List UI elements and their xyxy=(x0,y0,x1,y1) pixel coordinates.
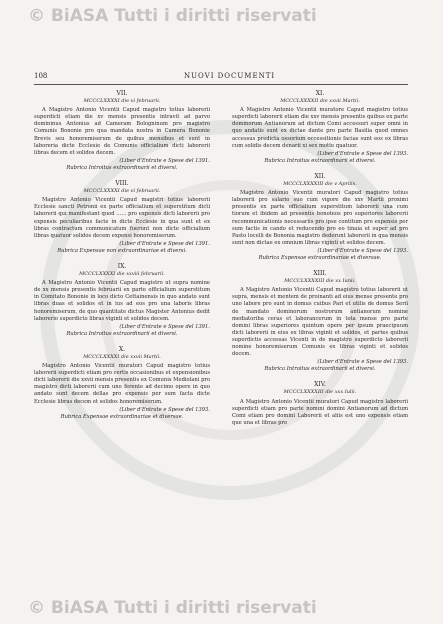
entry-body: A Magistro Antonio Vicentii Capud magistro ut supra nomine de xx mensis presentis februarii ex parte officialium superstitum in Comitato Bononie in loco dicto Cettainensis in quo andato sunt libras duas et solidos et in ius ad eos pro una laboris libras honoremiserum, de quo quantitate dictus Magister Antonius dedit laborerio superdicto libras viginti et solidos decem. xyxy=(34,280,210,322)
entry-date: MCCCLXXXXII die xxvii Martii. xyxy=(280,98,360,105)
entry-body: A Magistro Antonio Vicentii Capud magistro totius laborerii superdicti etiam die xv mensis presentis intravit ad parvo domininus Antonius ad Cameram Bologninum pro magistro Comunis Bononie pro qua mandata nostra in Camera Bononie Brevis seu honoremiserum de quibus mensibus et sunt in laboreria dicte Ecclesie de Comunis officialium dicti laborerii libras decem et solidos decem. xyxy=(34,107,210,156)
entry-rubric: Rubrica Introitus extraordinarii et diversi. xyxy=(66,164,178,171)
entry-rubric: Rubrica Expensae extraordinariae et diversae. xyxy=(60,413,184,420)
entry-source: (Liber d'Entrate e Spese del 1391. xyxy=(119,157,210,164)
document-entry xyxy=(232,381,408,427)
entry-date: MCCCLXXXXIII die xx Iunii. xyxy=(284,278,356,285)
entry-body: A Magistro Antonio Vicentii Capud magistro totius laborerii ut supra, mensis et mentem de proinanti ad eius mense presente pro uno labore pro sunt in domus cuibus Pari et utilis de domus Serii de mandato dominorum nostrorum antianorum nomine mediatoriba ceras et laborancerum in tota mense pro parte domini libras superiores quintum opere per ipsum praecipuum dicti laborerii in eius ex libras viginti et solidos, et partes quibus superdictis accessas Vicenti in de magistro superdicto laborerii nomine honoremiserum Comunis ex libras viginti et solidos decem. xyxy=(232,287,408,358)
document-entry xyxy=(232,90,408,165)
entry-source: (Liber d'Entrate e Spese del 1393. xyxy=(119,406,210,413)
right-column xyxy=(232,90,408,435)
entry-number: XIII. xyxy=(313,270,327,278)
entry-source: (Liber d'Entrate e Spese del 1391. xyxy=(119,240,210,247)
entry-body: A Magistro Antonio Vicentii muratore Capud magistro totius superdicti laborerii etiam die xxv mensis presentis quibus ex parte dominorum Antianorum ad dictum Comi accessuri super omni in quo andatis sunt ex dictae dante pro parte Basilia quod omnes accessus predicta ossorium occessitionis facias sunt eos ex libras cum solidis decem denarii xi sex motte quatuor. xyxy=(232,107,408,149)
document-entry xyxy=(232,173,408,262)
entry-rubric: Rubrica Introitus extraordinarii et diversi. xyxy=(264,366,376,373)
entry-source: (Liber d'Entrate e Spese del 1391. xyxy=(119,323,210,330)
document-entry xyxy=(34,90,210,172)
header-rule xyxy=(34,84,408,85)
entry-number: VIII. xyxy=(115,180,129,188)
entry-rubric: Rubrica Expensae extraordinariae et diversae. xyxy=(258,254,382,261)
entry-body: Magistro Antonio Vicentii muratori Capud magistro totius laborerii superdicti etiam pro certis occasionibus et expensionibus dicti laborerii die xxvii mensis presentis ex Comunis Mediolani pro magistro dicti laborerii cum uno ferente ad decimo opere in quo andato sunt decem dellas pro expensis per sum facta dicte Ecclesie libras decem et solidos honoremiserum. xyxy=(34,363,210,405)
entry-rubric: Rubrica Introitus extraordinarii et diversi. xyxy=(66,330,178,337)
entry-date: MCCCLXXXXIII die xxx Iulii. xyxy=(283,389,357,396)
left-column xyxy=(34,90,210,429)
entry-number: IX. xyxy=(117,262,127,270)
entry-source: (Liber d'Entrate e Spese del 1393. xyxy=(317,247,408,254)
entry-number: XI. xyxy=(315,90,325,97)
document-entry xyxy=(232,270,408,373)
entry-body: A Magistro Antonio Vicentii muratori Capud magistro laborerii superdicti etiam pro parte nomini domini Antianorum ad dictum Comi etiam pro domini Laborerii et aliis est uno expensis etiam que una et libras pro xyxy=(232,398,408,426)
entry-body: Magistro Antonio Vicentii muratori Capud magistro totius laborerii pro salario suo cum vigore die xxv Martii proximi presentis ex parte officialium superstitum laborerii una cum tiorum et ibidem ad presentis bonoteos pro superiores laborerii recommunicationis necessariis pro ipse contitum pro expensis per sum factis in cando et reducendo pro eo tinaia et super ad pro Pasto locelli de Bononia magistro dederunt laborerii in qua mensis sunt non dictae ex omnium libras viginti et solidos decem. xyxy=(232,190,408,246)
entry-rubric: Rubrica Introitus extraordinarii et diversi. xyxy=(264,157,376,164)
entry-date: MCCCLXXXXIII die v Aprilis. xyxy=(283,181,357,188)
entry-source: (Liber d'Entrate e Spese del 1393. xyxy=(317,359,408,366)
document-entry xyxy=(34,263,210,338)
document-entry xyxy=(34,180,210,255)
entry-date: MCCCLXXXXI die vi februarii. xyxy=(83,98,161,105)
page-header xyxy=(34,72,408,84)
document-entry xyxy=(34,346,210,421)
entry-number: VII. xyxy=(116,90,128,97)
watermark-bottom: © BiASA Tutti i diritti riservati xyxy=(28,598,317,618)
entry-number: X. xyxy=(118,345,126,353)
entry-number: XII. xyxy=(314,172,326,180)
entry-source: (Liber d'Entrate e Spese del 1393. xyxy=(317,150,408,157)
entry-body: Magistro Antonio Vicentii Capud magistri totius laborerii Ecclesie sancti Petronii ex parte officialium et superstitum dicti laborerii qui manifestant quod ...... pro expensis dicti laborerii pro expensis peculiaribus facte in dicte Ecclesie in qua sunt et ex libras contractum communicatum fuerunt non dicte officialium libras quatuor solidos decem expensi honoremiserum. xyxy=(34,197,210,239)
entry-number: XIV. xyxy=(314,381,326,389)
entry-rubric: Rubrica Expensae non extraordinariae et diversi. xyxy=(57,247,187,254)
entry-date: MCCCLXXXXI die vi februarii. xyxy=(83,188,161,195)
entry-date: MCCCLXXXXI die xxvii Martii. xyxy=(83,354,161,360)
page-number: 108 xyxy=(34,72,48,80)
watermark-top: © BiASA Tutti i diritti riservati xyxy=(28,6,317,26)
running-title: NUOVI DOCUMENTI xyxy=(184,72,276,80)
entry-date: MCCCLXXXXI die xxviii februarii. xyxy=(79,271,165,278)
